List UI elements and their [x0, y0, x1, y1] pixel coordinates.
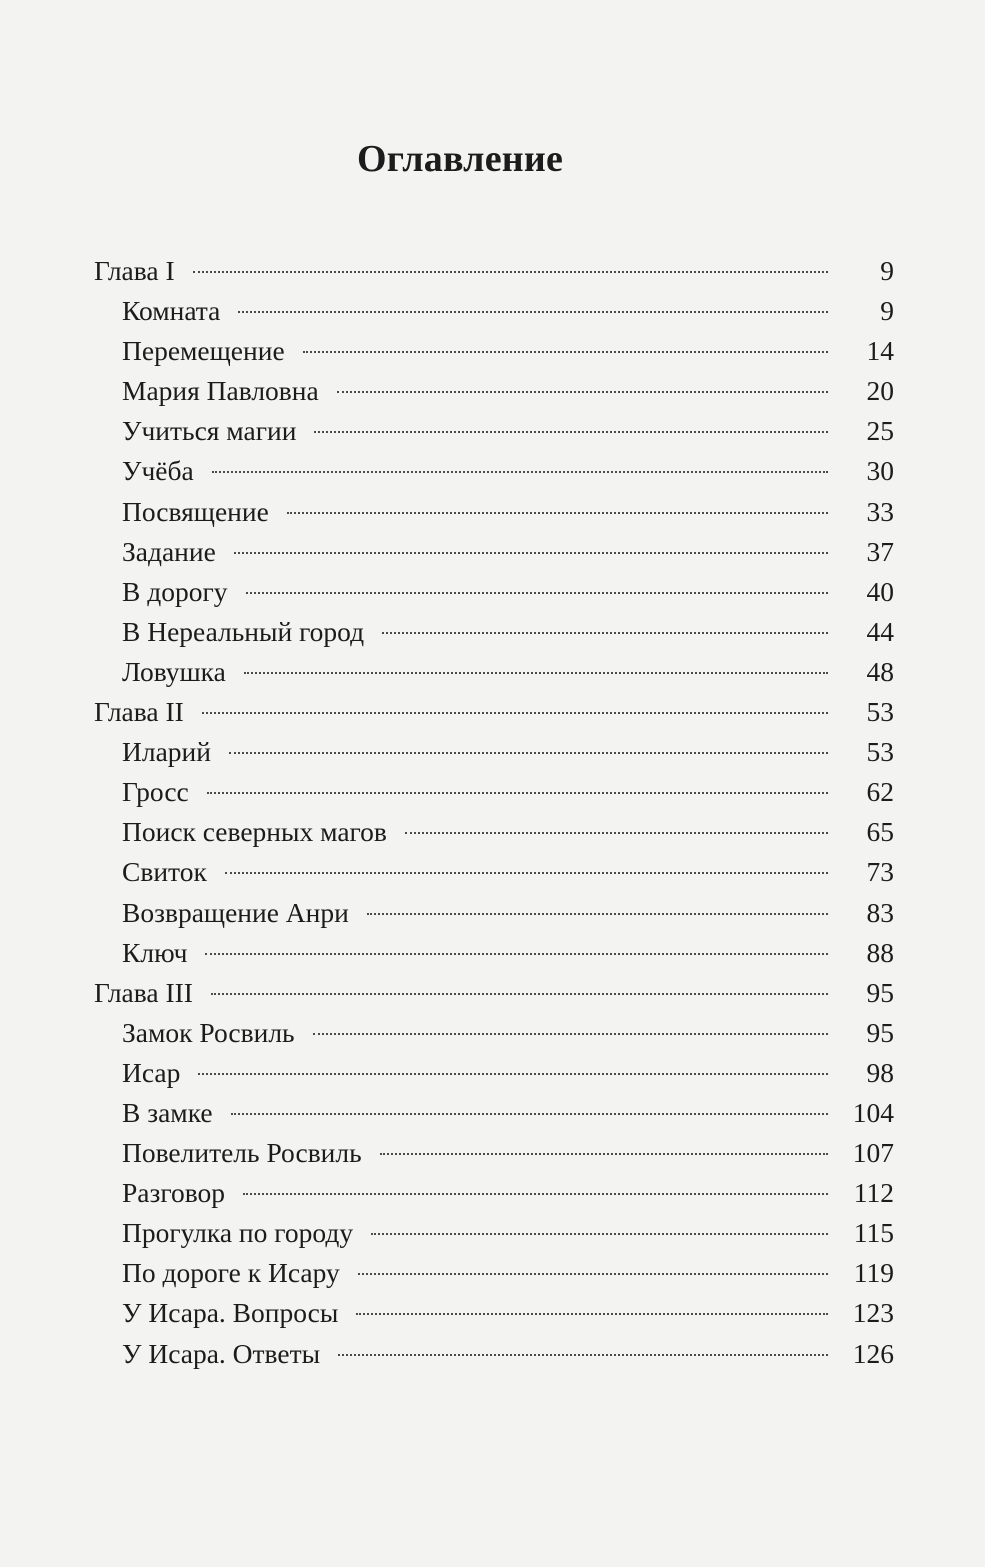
- toc-entry-label: У Исара. Вопросы: [122, 1297, 339, 1329]
- dot-leader: [367, 913, 828, 915]
- dot-leader: [244, 672, 828, 674]
- toc-page-number: 37: [866, 535, 894, 567]
- toc-page-number: 25: [866, 415, 894, 447]
- dot-leader: [225, 872, 828, 874]
- toc-section-row: [94, 732, 894, 772]
- toc-chapter-row: [94, 973, 894, 1013]
- toc-entry-label: Замок Росвиль: [122, 1016, 295, 1048]
- toc-entry-label: Задание: [122, 535, 216, 567]
- toc-page-number: 53: [866, 736, 894, 768]
- toc-section-row: [94, 652, 894, 692]
- toc-entry-label: Посвящение: [122, 495, 269, 527]
- toc-section-row: [94, 411, 894, 451]
- dot-leader: [211, 993, 828, 995]
- toc-page-number: 83: [866, 896, 894, 928]
- toc-entry-label: Глава I: [94, 255, 175, 286]
- toc-section-row: [94, 291, 894, 331]
- toc-page-number: 65: [866, 816, 894, 848]
- toc-entry-label: Ловушка: [122, 655, 226, 687]
- toc-page-number: 88: [866, 936, 894, 968]
- table-of-contents: [94, 251, 894, 1374]
- toc-entry-label: Мария Павловна: [122, 375, 319, 407]
- toc-entry-label: Учёба: [122, 455, 194, 487]
- toc-page-number: 98: [866, 1056, 894, 1088]
- dot-leader: [231, 1113, 828, 1115]
- toc-section-row: [94, 1013, 894, 1053]
- toc-entry-label: У Исара. Ответы: [122, 1337, 321, 1369]
- toc-section-row: [94, 1213, 894, 1253]
- dot-leader: [303, 351, 828, 353]
- dot-leader: [243, 1193, 828, 1195]
- toc-entry-label: Комната: [122, 295, 221, 327]
- toc-page-number: 119: [853, 1257, 894, 1289]
- dot-leader: [382, 632, 828, 634]
- toc-page-number: 123: [852, 1297, 894, 1329]
- toc-entry-label: Ключ: [122, 936, 188, 968]
- toc-page-number: 73: [866, 856, 894, 888]
- toc-entry-label: Исар: [122, 1056, 181, 1088]
- dot-leader: [356, 1313, 828, 1315]
- toc-entry-label: Иларий: [122, 736, 211, 768]
- dot-leader: [212, 471, 828, 473]
- toc-page-number: 112: [853, 1177, 894, 1209]
- dot-leader: [314, 431, 828, 433]
- toc-entry-label: Прогулка по городу: [122, 1217, 354, 1249]
- toc-entry-label: Поиск северных магов: [122, 816, 387, 848]
- toc-section-row: [94, 852, 894, 892]
- dot-leader: [358, 1273, 828, 1275]
- toc-section-row: [94, 1334, 894, 1374]
- dot-leader: [337, 391, 828, 393]
- dot-leader: [246, 592, 829, 594]
- toc-section-row: [94, 812, 894, 852]
- dot-leader: [313, 1033, 828, 1035]
- toc-section-row: [94, 612, 894, 652]
- dot-leader: [380, 1153, 828, 1155]
- toc-chapter-row: [94, 251, 894, 291]
- dot-leader: [229, 752, 828, 754]
- toc-section-row: [94, 772, 894, 812]
- toc-page-number: 30: [866, 455, 894, 487]
- toc-section-row: [94, 1093, 894, 1133]
- toc-page-number: 9: [880, 295, 894, 327]
- toc-chapter-row: [94, 692, 894, 732]
- toc-section-row: [94, 492, 894, 532]
- dot-leader: [205, 953, 828, 955]
- toc-page-number: 44: [866, 615, 894, 647]
- toc-entry-label: Глава II: [94, 696, 184, 728]
- toc-page-number: 53: [866, 696, 894, 728]
- dot-leader: [238, 311, 828, 313]
- dot-leader: [207, 792, 828, 794]
- toc-section-row: [94, 532, 894, 572]
- toc-entry-label: В дорогу: [122, 575, 228, 607]
- toc-section-row: [94, 331, 894, 371]
- toc-page-number: 95: [866, 976, 894, 1008]
- toc-entry-label: В замке: [122, 1096, 213, 1128]
- toc-section-row: [94, 893, 894, 933]
- toc-page-number: 40: [866, 575, 894, 607]
- dot-leader: [287, 512, 828, 514]
- toc-entry-label: По дороге к Исару: [122, 1257, 340, 1289]
- toc-section-row: [94, 1253, 894, 1293]
- toc-page-number: 20: [866, 375, 894, 407]
- dot-leader: [338, 1354, 828, 1356]
- toc-entry-label: Возвращение Анри: [122, 896, 349, 928]
- toc-section-row: [94, 1293, 894, 1333]
- toc-page-number: 126: [852, 1337, 894, 1369]
- toc-entry-label: Глава III: [94, 976, 193, 1008]
- toc-section-row: [94, 1173, 894, 1213]
- toc-page-number: 62: [866, 776, 894, 808]
- toc-page-number: 33: [866, 495, 894, 527]
- dot-leader: [198, 1073, 828, 1075]
- toc-page-number: 9: [880, 255, 894, 286]
- toc-entry-label: Гросс: [122, 776, 189, 808]
- dot-leader: [234, 552, 828, 554]
- toc-section-row: [94, 1053, 894, 1093]
- toc-page-number: 104: [852, 1096, 894, 1128]
- toc-page-number: 115: [853, 1217, 894, 1249]
- page-title: Оглавление: [356, 138, 564, 181]
- toc-entry-label: Учиться магии: [122, 415, 297, 447]
- toc-page-number: 14: [866, 335, 894, 367]
- toc-section-row: [94, 371, 894, 411]
- toc-section-row: [94, 572, 894, 612]
- dot-leader: [405, 832, 828, 834]
- toc-entry-label: Свиток: [122, 856, 207, 888]
- toc-entry-label: Разговор: [122, 1177, 226, 1209]
- toc-entry-label: В Нереальный город: [122, 615, 365, 647]
- toc-page-number: 48: [866, 655, 894, 687]
- toc-section-row: [94, 451, 894, 491]
- dot-leader: [371, 1233, 828, 1235]
- toc-entry-label: Повелитель Росвиль: [122, 1137, 362, 1169]
- toc-section-row: [94, 933, 894, 973]
- dot-leader: [193, 271, 828, 273]
- toc-page-number: 107: [852, 1137, 894, 1169]
- toc-page-number: 95: [866, 1016, 894, 1048]
- toc-entry-label: Перемещение: [122, 335, 285, 367]
- toc-section-row: [94, 1133, 894, 1173]
- dot-leader: [202, 712, 828, 714]
